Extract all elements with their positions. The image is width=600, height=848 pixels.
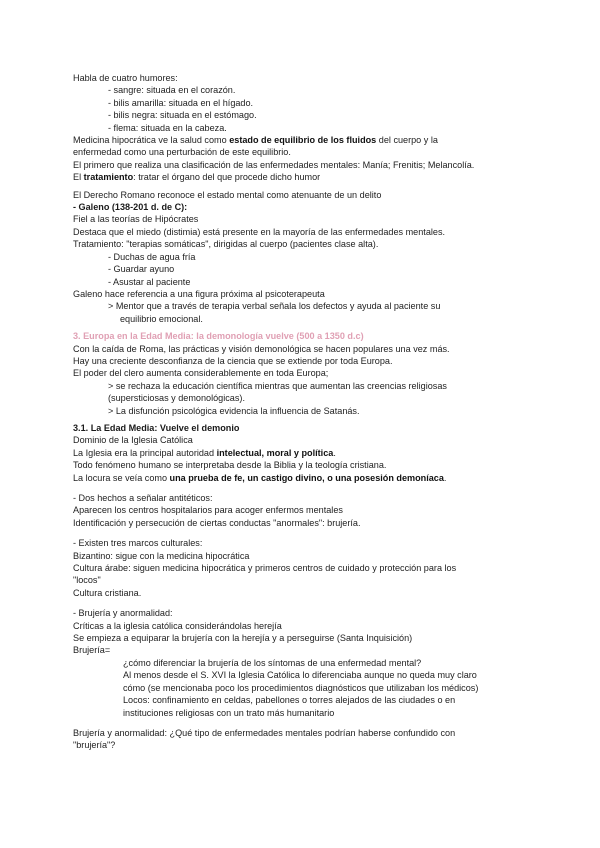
bold-span: intelectual, moral y política bbox=[216, 447, 334, 458]
text-line: Todo fenómeno humano se interpretaba desde la Biblia y la teología cristiana. bbox=[73, 460, 387, 471]
text-line: El primero que realiza una clasificación de las enfermedades mentales: Manía; Frenitis; Melancolía. bbox=[73, 159, 475, 170]
text-span: Medicina hipocrática ve la salud como bbox=[73, 135, 230, 146]
text-line: (supersticiosas y demonológicas). bbox=[108, 393, 245, 404]
section-heading: - Galeno (138-201 d. de C): bbox=[73, 202, 188, 213]
document-body bbox=[73, 72, 545, 752]
text-line: Se empieza a equiparar la brujería con la herejía y a perseguirse (Santa Inquisición) bbox=[73, 633, 413, 644]
text-line: Habla de cuatro humores: bbox=[73, 73, 178, 83]
text-span: . bbox=[443, 472, 447, 483]
text-span: del cuerpo y la bbox=[376, 135, 438, 146]
list-item: - flema: situada en la cabeza. bbox=[108, 122, 227, 133]
list-item: - Duchas de agua fría bbox=[108, 251, 196, 262]
text-line bbox=[73, 134, 545, 146]
text-span: La Iglesia era la principal autoridad bbox=[73, 447, 217, 458]
text-line: - Dos hechos a señalar antitéticos: bbox=[73, 493, 213, 503]
text-line: Destaca que el miedo (distimia) está presente en la mayoría de las enfermedades mentales. bbox=[73, 226, 446, 237]
bold-span: una prueba de fe, un castigo divino, o una posesión demoníaca bbox=[169, 472, 444, 483]
text-line: Al menos desde el S. XVI la Iglesia Católica lo diferenciaba aunque no queda muy claro bbox=[123, 670, 477, 681]
list-item: - Guardar ayuno bbox=[108, 264, 175, 275]
text-line bbox=[73, 171, 545, 183]
list-item: - sangre: situada en el corazón. bbox=[108, 85, 236, 96]
text-line: equilibrio emocional. bbox=[120, 313, 203, 324]
text-line: Galeno hace referencia a una figura próxima al psicoterapeuta bbox=[73, 288, 325, 299]
text-line: Con la caída de Roma, las prácticas y visión demonológica se hacen populares una vez más. bbox=[73, 343, 450, 354]
text-span: La locura se veía como bbox=[73, 472, 170, 483]
text-span: : tratar el órgano del que procede dicho humor bbox=[133, 172, 321, 183]
list-item: > La disfunción psicológica evidencia la influencia de Satanás. bbox=[108, 405, 360, 416]
text-line bbox=[73, 472, 545, 484]
text-line: Críticas a la iglesia católica considerándolas herejía bbox=[73, 620, 282, 631]
text-line: cómo (se mencionaba poco los procedimientos diagnósticos que utilizaban los médicos) bbox=[123, 682, 479, 693]
bold-span: estado de equilibrio de los fluidos bbox=[229, 135, 377, 146]
text-line: El Derecho Romano reconoce el estado mental como atenuante de un delito bbox=[73, 189, 382, 200]
text-line: Brujería y anormalidad: ¿Qué tipo de enfermedades mentales podrían haberse confundido con bbox=[73, 727, 456, 738]
text-line: ¿cómo diferenciar la brujería de los síntomas de una enfermedad mental? bbox=[123, 657, 422, 668]
text-line bbox=[73, 447, 545, 459]
text-line: Brujería= bbox=[73, 645, 111, 656]
list-item: > Mentor que a través de terapia verbal señala los defectos y ayuda al paciente su bbox=[108, 301, 441, 312]
text-line: "locos" bbox=[73, 575, 101, 586]
section-heading: 3. Europa en la Edad Media: la demonología vuelve (500 a 1350 d.c) bbox=[73, 331, 364, 342]
text-line: - Existen tres marcos culturales: bbox=[73, 538, 203, 549]
text-line: Aparecen los centros hospitalarios para acoger enfermos mentales bbox=[73, 505, 343, 516]
text-line: Cultura árabe: siguen medicina hipocrática y primeros centros de cuidado y protección para los bbox=[73, 563, 457, 574]
text-span: . bbox=[333, 447, 336, 458]
text-line: Fiel a las teorías de Hipócrates bbox=[73, 214, 199, 225]
text-line: enfermedad como una perturbación de este equilibrio. bbox=[73, 147, 291, 158]
text-line: Bizantino: sigue con la medicina hipocrática bbox=[73, 550, 250, 561]
list-item: - Asustar al paciente bbox=[108, 276, 191, 287]
text-line: Identificación y persecución de ciertas conductas "anormales": brujería. bbox=[73, 517, 361, 528]
list-item: - bilis negra: situada en el estómago. bbox=[108, 110, 257, 121]
text-line: Cultura cristiana. bbox=[73, 587, 142, 598]
text-line: Tratamiento: "terapias somáticas", dirigidas al cuerpo (pacientes clase alta). bbox=[73, 239, 379, 250]
list-item: - bilis amarilla: situada en el hígado. bbox=[108, 97, 254, 108]
text-line: Hay una creciente desconfianza de la ciencia que se extiende por toda Europa. bbox=[73, 355, 393, 366]
bold-span: tratamiento bbox=[83, 172, 134, 183]
text-line: Dominio de la Iglesia Católica bbox=[73, 435, 193, 446]
text-line: El poder del clero aumenta considerablemente en toda Europa; bbox=[73, 368, 329, 379]
text-span: El bbox=[73, 172, 84, 183]
section-heading: 3.1. La Edad Media: Vuelve el demonio bbox=[73, 422, 240, 433]
text-line: Locos: confinamiento en celdas, pabellones o torres alejados de las ciudades o en bbox=[123, 695, 456, 706]
text-line: "brujería"? bbox=[73, 740, 116, 751]
text-line: - Brujería y anormalidad: bbox=[73, 608, 173, 619]
text-line: instituciones religiosas con un trato más humanitario bbox=[123, 707, 335, 718]
list-item: > se rechaza la educación científica mientras que aumentan las creencias religiosas bbox=[108, 380, 447, 391]
